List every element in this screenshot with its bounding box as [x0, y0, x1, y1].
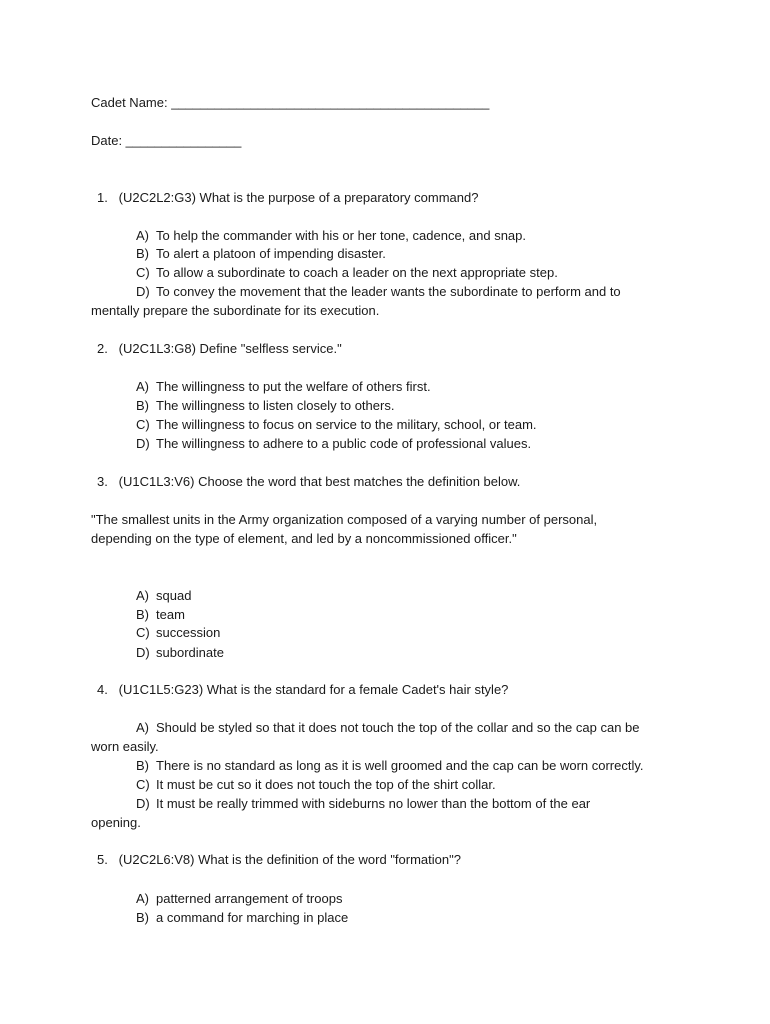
option-text: a command for marching in place	[156, 910, 349, 925]
option-letter: B)	[136, 398, 149, 413]
question-number: 2.	[97, 341, 108, 356]
option-text: succession	[156, 625, 221, 640]
option-letter: A)	[136, 720, 149, 735]
option-text: team	[156, 607, 185, 622]
option-text: patterned arrangement of troops	[156, 891, 343, 906]
option-letter: B)	[136, 607, 149, 622]
option-letter: D)	[136, 436, 150, 451]
option-b[interactable]	[136, 245, 386, 263]
option-text: The willingness to put the welfare of others first.	[156, 379, 431, 394]
question-5	[97, 851, 461, 869]
definition-quote-line-2: depending on the type of element, and led by a noncommissioned officer."	[91, 531, 517, 546]
question-4	[97, 681, 508, 699]
question-3	[97, 473, 520, 491]
question-prompt: (U1C1L3:V6) Choose the word that best matches the definition below.	[118, 474, 521, 489]
question-prompt: (U2C1L3:G8) Define "selfless service."	[118, 341, 342, 356]
date-field[interactable]: Date: ________________	[91, 133, 242, 148]
question-prompt: (U2C2L2:G3) What is the purpose of a preparatory command?	[118, 190, 479, 205]
option-text: To convey the movement that the leader wants the subordinate to perform and to	[156, 284, 621, 299]
cadet-name-field[interactable]: Cadet Name: ____________________________________________	[91, 95, 490, 110]
option-letter: A)	[136, 379, 149, 394]
option-c[interactable]	[136, 624, 220, 642]
option-text: Should be styled so that it does not touch the top of the collar and so the cap can be	[156, 720, 640, 735]
option-d[interactable]	[136, 644, 224, 662]
option-text-continued: mentally prepare the subordinate for its execution.	[91, 303, 380, 318]
option-text-continued: opening.	[91, 815, 141, 830]
question-number: 3.	[97, 474, 108, 489]
option-letter: D)	[136, 645, 150, 660]
option-letter: A)	[136, 588, 149, 603]
question-prompt: (U1C1L5:G23) What is the standard for a female Cadet's hair style?	[118, 682, 509, 697]
question-prompt: (U2C2L6:V8) What is the definition of the word "formation"?	[118, 852, 461, 867]
option-letter: C)	[136, 417, 150, 432]
option-letter: A)	[136, 228, 149, 243]
option-b[interactable]	[136, 909, 348, 927]
option-b[interactable]	[136, 757, 644, 775]
question-number: 4.	[97, 682, 108, 697]
option-a[interactable]	[136, 378, 431, 396]
option-text: It must be cut so it does not touch the top of the shirt collar.	[156, 777, 496, 792]
option-c[interactable]	[136, 264, 558, 282]
option-text: subordinate	[156, 645, 224, 660]
option-a[interactable]	[136, 227, 526, 245]
question-2	[97, 340, 342, 358]
option-text: To alert a platoon of impending disaster.	[156, 246, 386, 261]
option-text: The willingness to adhere to a public code of professional values.	[156, 436, 532, 451]
option-text: squad	[156, 588, 192, 603]
option-letter: A)	[136, 891, 149, 906]
option-a[interactable]	[136, 587, 191, 605]
option-text: The willingness to listen closely to others.	[156, 398, 395, 413]
option-letter: B)	[136, 758, 149, 773]
question-number: 5.	[97, 852, 108, 867]
option-letter: B)	[136, 246, 149, 261]
option-d[interactable]	[136, 283, 621, 301]
option-letter: D)	[136, 284, 150, 299]
option-a[interactable]	[136, 719, 640, 737]
option-text: To help the commander with his or her tone, cadence, and snap.	[156, 228, 526, 243]
option-c[interactable]	[136, 416, 537, 434]
option-text-continued: worn easily.	[91, 739, 159, 754]
option-letter: C)	[136, 625, 150, 640]
option-b[interactable]	[136, 606, 185, 624]
option-letter: D)	[136, 796, 150, 811]
option-letter: C)	[136, 777, 150, 792]
option-text: The willingness to focus on service to the military, school, or team.	[156, 417, 537, 432]
option-b[interactable]	[136, 397, 394, 415]
option-d[interactable]	[136, 435, 531, 453]
option-text: There is no standard as long as it is well groomed and the cap can be worn correctly.	[156, 758, 644, 773]
option-d[interactable]	[136, 795, 590, 813]
definition-quote-line-1: "The smallest units in the Army organization composed of a varying number of personal,	[91, 512, 598, 527]
question-1	[97, 189, 478, 207]
option-letter: B)	[136, 910, 149, 925]
option-c[interactable]	[136, 776, 496, 794]
option-text: To allow a subordinate to coach a leader on the next appropriate step.	[156, 265, 558, 280]
option-text: It must be really trimmed with sideburns no lower than the bottom of the ear	[156, 796, 591, 811]
option-a[interactable]	[136, 890, 342, 908]
question-number: 1.	[97, 190, 108, 205]
option-letter: C)	[136, 265, 150, 280]
